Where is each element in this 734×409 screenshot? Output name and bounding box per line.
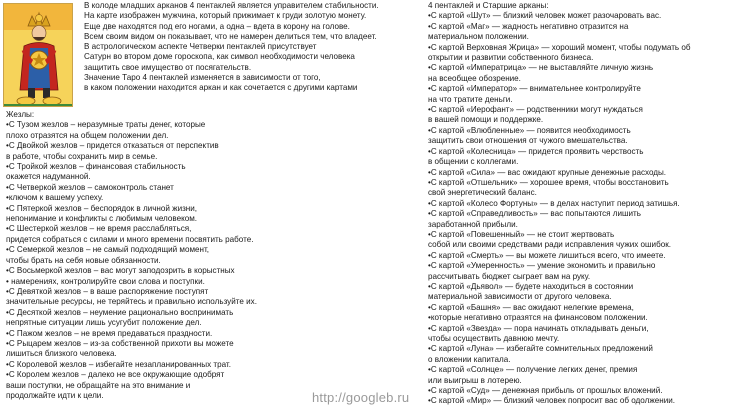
major-line: •С картой «Маг» — жадность негативно отразится на: [428, 21, 629, 31]
major-line: •С картой «Императрица» — не выставляйте личную жизнь: [428, 63, 654, 73]
wands-line: продолжайте идти к цели.: [6, 390, 104, 400]
intro-line: В астрологическом аспекте Четверки пентаклей присутствует: [84, 42, 317, 52]
major-line: •С картой «Смерть» — вы можете лишиться всего, что имеете.: [428, 250, 666, 260]
major-line: в вашей помощи и поддержке.: [428, 115, 544, 125]
major-line: открытии и развитии собственного бизнеса.: [428, 53, 594, 63]
wands-line: в работе, чтобы сохранить мир в семье.: [6, 151, 158, 161]
major-line: или выигрыш в лотерею.: [428, 375, 522, 385]
site-watermark: http://googleb.ru: [312, 390, 410, 405]
intro-line: В колоде младших арканов 4 пентаклей является управителем стабильности.: [84, 1, 379, 10]
wands-combinations: [6, 110, 374, 401]
major-line: •С картой «Дьявол» — будете находиться в состоянии: [428, 281, 634, 291]
wands-line: •С Пажом жезлов – не время предаваться праздности.: [6, 328, 213, 338]
major-line: •которые негативно отразятся на финансовом положении.: [428, 313, 648, 323]
wands-line: окажется надуманной.: [6, 172, 91, 182]
major-line: •С картой «Звезда» — пора начинать откладывать деньги,: [428, 323, 649, 333]
major-line: •С картой «Влюбленные» — появится необходимость: [428, 125, 631, 135]
major-line: •С картой «Мир» — близкий человек попросит вас об одолжении.: [428, 396, 675, 406]
wands-line: придется собраться с силами и много времени посвятить работе.: [6, 234, 254, 244]
major-line: о вложении капитала.: [428, 354, 511, 364]
major-line: •С картой «Колесо Фортуны» — в делах наступит период затишья.: [428, 198, 680, 208]
major-arcana-combinations: [428, 1, 728, 407]
intro-line: Всем своим видом он показывает, что не намерен делиться тем, что владеет.: [84, 31, 377, 41]
major-line: •С картой «Иерофант» — родственники могут нуждаться: [428, 105, 643, 115]
intro-line: в каком положении находится аркан и как сочетается с другими картами: [84, 83, 358, 93]
intro-line: На карте изображен мужчина, который прижимает к груди золотую монету.: [84, 11, 367, 21]
major-line: •С картой «Умеренность» — умение экономить и правильно: [428, 261, 656, 271]
wands-line: •С Тройкой жезлов – финансовая стабильность: [6, 162, 186, 172]
intro-line: Значение Таро 4 пентаклей изменяется в зависимости от того,: [84, 73, 321, 83]
intro-text: [84, 1, 404, 94]
wands-line: ваши поступки, не обращайте на это внимание и: [6, 380, 191, 390]
wands-line: •С Семеркой жезлов – не самый подходящий момент,: [6, 245, 210, 255]
tarot-card-image: [3, 3, 73, 107]
major-line: •С картой «Император» — внимательнее контролируйте: [428, 84, 641, 94]
major-line: •С картой «Сила» — вас ожидают крупные денежные расходы.: [428, 167, 667, 177]
wands-line: непонимание и конфликты с любимым человеком.: [6, 214, 198, 224]
wands-heading: Жезлы:: [6, 110, 35, 119]
wands-line: •С Тузом жезлов – неразумные траты денег, которые: [6, 120, 206, 130]
wands-line: •С Королевой жезлов – избегайте незапланированных трат.: [6, 359, 231, 369]
wands-line: •С Четверкой жезлов – самоконтроль станет: [6, 182, 174, 192]
major-line: •С картой «Луна» — избегайте сомнительных предложений: [428, 344, 653, 354]
major-line: •С картой «Отшельник» — хорошее время, чтобы восстановить: [428, 177, 669, 187]
major-line: •С картой «Башня» — вас ожидают нелегкие времена,: [428, 302, 634, 312]
wands-line: •С Девяткой жезлов – в ваше распоряжение поступят: [6, 286, 209, 296]
wands-line: лишиться близкого человека.: [6, 349, 117, 359]
wands-line: непрятные ситуации лишь усугубит положение дел.: [6, 318, 202, 328]
major-line: •С картой Верховная Жрица» — хороший момент, чтобы подумать об: [428, 42, 691, 52]
intro-line: Сатурн во втором доме гороскопа, как символ необходимости человека: [84, 52, 355, 62]
wands-line: •С Королем жезлов – далеко не все окружающие одобрят: [6, 370, 225, 380]
major-line: защитить свои отношения от чужого вмешательства.: [428, 136, 628, 146]
major-line: •С картой «Суд» — денежная прибыль от прошлых вложений.: [428, 386, 663, 396]
major-line: •С картой «Шут» — близкий человек может разочаровать вас.: [428, 11, 662, 21]
wands-line: •С Двойкой жезлов – придется отказаться от перспектив: [6, 141, 219, 151]
wands-line: •С Шестеркой жезлов – не время расслабляться,: [6, 224, 192, 234]
wands-line: •ключом к вашему успеху.: [6, 193, 104, 203]
major-heading: 4 пентаклей и Старшие арканы:: [428, 1, 549, 10]
major-line: материальном положении.: [428, 32, 529, 42]
wands-line: плохо отразятся на общем положении дел.: [6, 130, 169, 140]
intro-line: Еще две находятся под его ногами, а одна – вдета в корону на голове.: [84, 21, 350, 31]
major-line: •С картой «Колесница» — придется проявить черствость: [428, 146, 644, 156]
major-line: свой энергетический баланс.: [428, 188, 537, 198]
major-line: •С картой «Справедливость» — вас попытаются лишить: [428, 209, 641, 219]
wands-line: чтобы брать на себя новые обязанности.: [6, 255, 161, 265]
major-line: •С картой «Повешенный» — не стоит жертвовать: [428, 229, 615, 239]
major-line: на что тратите деньги.: [428, 94, 513, 104]
wands-line: значительные ресурсы, не теряйтесь и правильно используйте их.: [6, 297, 257, 307]
wands-line: • намерениях, контролируйте свои слова и поступки.: [6, 276, 205, 286]
wands-line: •С Восьмеркой жезлов – вас могут заподозрить в корыстных: [6, 266, 235, 276]
major-line: в общении с коллегами.: [428, 157, 519, 167]
major-line: на всеобщее обозрение.: [428, 73, 521, 83]
major-line: материальной зависимости от другого человека.: [428, 292, 612, 302]
wands-line: •С Пятеркой жезлов – беспорядок в личной жизни,: [6, 203, 198, 213]
major-line: рассчитывать бюджет сыграет вам на руку.: [428, 271, 591, 281]
major-line: чтобы осуществить давнюю мечту.: [428, 334, 560, 343]
wands-line: •С Десяткой жезлов – неумение рационально воспринимать: [6, 307, 234, 317]
wands-line: •С Рыцарем жезлов – из-за собственной прихоти вы можете: [6, 338, 234, 348]
major-line: заработанной прибыли.: [428, 219, 518, 229]
major-line: собой или своими средствами ради исправления чужих ошибок.: [428, 240, 672, 250]
major-line: •С картой «Солнце» — получение легких денег, премия: [428, 365, 638, 375]
intro-line: защитить свое имущество от посягательств.: [84, 62, 252, 72]
